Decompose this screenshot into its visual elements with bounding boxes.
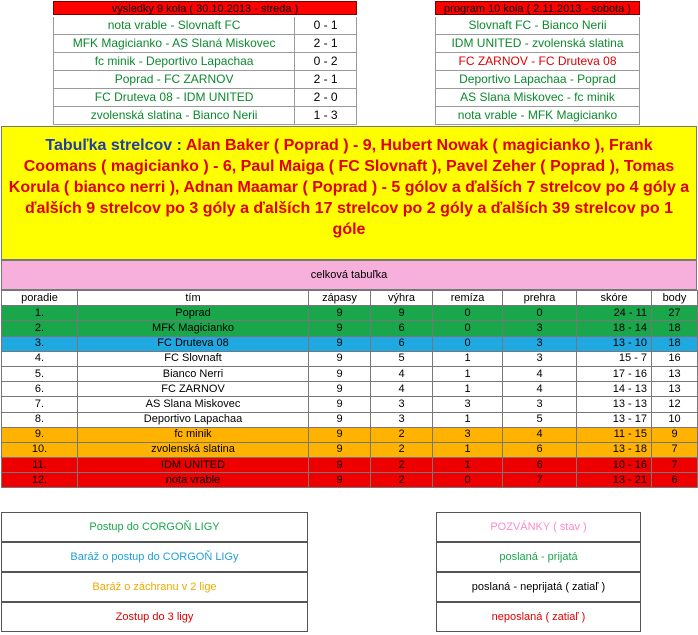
standing-score: 13 - 13 [577, 397, 652, 412]
standing-rank: 10. [2, 442, 78, 457]
standing-team: MFK Magicianko [78, 321, 309, 336]
standing-score: 24 - 11 [577, 306, 652, 321]
result-match: FC Druteva 08 - IDM UNITED [94, 90, 254, 104]
result-row [53, 53, 357, 71]
standing-played: 9 [309, 382, 371, 397]
standing-played: 9 [309, 427, 371, 442]
standing-won: 4 [371, 366, 433, 381]
standing-won: 6 [371, 336, 433, 351]
standing-rank: 5. [2, 366, 78, 381]
standings-table [1, 290, 698, 488]
program-row: Deportivo Lapachaa - Poprad [435, 71, 640, 89]
col-header-won: výhra [371, 291, 433, 306]
standing-won: 2 [371, 473, 433, 488]
standing-team: nota vrable [78, 473, 309, 488]
standing-lost: 6 [503, 442, 577, 457]
col-header-score: skóre [577, 291, 652, 306]
standing-score: 15 - 7 [577, 351, 652, 366]
result-match: nota vrable - Slovnaft FC [107, 18, 241, 32]
standing-draw: 0 [433, 306, 503, 321]
top-scorers-label: Tabuľka strelcov : [45, 137, 182, 154]
standing-points: 9 [652, 427, 698, 442]
legend-invitation-item: poslaná - prijatá [436, 542, 641, 572]
col-header-rank: poradie [2, 291, 78, 306]
standing-lost: 4 [503, 382, 577, 397]
standing-draw: 3 [433, 427, 503, 442]
result-score: 0 - 2 [294, 53, 356, 70]
col-header-points: body [652, 291, 698, 306]
table-row [2, 397, 698, 412]
result-score: 1 - 3 [294, 107, 356, 124]
standing-lost: 3 [503, 336, 577, 351]
standing-won: 3 [371, 412, 433, 427]
standing-rank: 2. [2, 321, 78, 336]
result-row [53, 71, 357, 89]
standing-lost: 4 [503, 366, 577, 381]
standing-lost: 3 [503, 351, 577, 366]
standing-points: 7 [652, 442, 698, 457]
standing-points: 10 [652, 412, 698, 427]
standing-lost: 4 [503, 427, 577, 442]
standing-draw: 0 [433, 321, 503, 336]
matchday-panel [0, 0, 698, 126]
top-scorers-text: Alan Baker ( Poprad ) - 9, Hubert Nowak ( magicianko ), Frank Coomans ( magicianko ) - 6, Paul Maiga ( FC Slovnaft ), Pavel Zeher ( Poprad ), Tomas Korula ( bianco nerri ), Adnan Maamar ( Poprad ) - 5 gólov a ďalších 7 strelcov po 4 góly a ďalších 9 strelcov po 3 góly a ďalších 17 strelcov po 2 góly a ďalších 39 strelcov po 1 góle [8, 137, 690, 238]
table-row [2, 306, 698, 321]
standing-team: Poprad [78, 306, 309, 321]
standing-score: 13 - 18 [577, 442, 652, 457]
result-row [53, 107, 357, 125]
standing-points: 12 [652, 397, 698, 412]
standing-score: 18 - 14 [577, 321, 652, 336]
standing-draw: 1 [433, 366, 503, 381]
standing-team: AS Slana Miskovec [78, 397, 309, 412]
result-score: 2 - 0 [294, 89, 356, 106]
legend-invitation-item: poslaná - neprijatá ( zatiaľ ) [436, 572, 641, 602]
standing-draw: 1 [433, 382, 503, 397]
standings-title: celková tabuľka [1, 260, 697, 290]
standing-rank: 6. [2, 382, 78, 397]
standing-played: 9 [309, 306, 371, 321]
standing-lost: 5 [503, 412, 577, 427]
standing-rank: 4. [2, 351, 78, 366]
standing-played: 9 [309, 458, 371, 473]
standing-rank: 11. [2, 458, 78, 473]
program-row: nota vrable - MFK Magicianko [435, 107, 640, 125]
standing-team: fc minik [78, 427, 309, 442]
result-score: 0 - 1 [294, 17, 356, 34]
program-row: IDM UNITED - zvolenská slatina [435, 35, 640, 53]
standing-points: 7 [652, 458, 698, 473]
standing-team: Deportivo Lapachaa [78, 412, 309, 427]
standing-played: 9 [309, 351, 371, 366]
standing-lost: 0 [503, 306, 577, 321]
standing-points: 13 [652, 366, 698, 381]
standing-rank: 7. [2, 397, 78, 412]
standing-lost: 7 [503, 473, 577, 488]
col-header-team: tím [78, 291, 309, 306]
standing-won: 2 [371, 458, 433, 473]
result-row [53, 89, 357, 107]
legend-zone-item: Baráž o záchranu v 2 lige [1, 572, 308, 602]
standing-points: 18 [652, 336, 698, 351]
standing-won: 9 [371, 306, 433, 321]
results-header: výsledky 9 kola ( 30.10.2013 - streda ) [53, 1, 357, 15]
standing-team: FC Druteva 08 [78, 336, 309, 351]
standing-score: 13 - 10 [577, 336, 652, 351]
standing-draw: 1 [433, 412, 503, 427]
result-score: 2 - 1 [294, 71, 356, 88]
standing-points: 6 [652, 473, 698, 488]
standing-rank: 12. [2, 473, 78, 488]
standing-team: FC Slovnaft [78, 351, 309, 366]
standing-draw: 1 [433, 442, 503, 457]
standing-draw: 1 [433, 351, 503, 366]
result-score: 2 - 1 [294, 35, 356, 52]
standing-played: 9 [309, 442, 371, 457]
table-row [2, 351, 698, 366]
standing-won: 5 [371, 351, 433, 366]
blank-area [641, 508, 698, 635]
standing-draw: 0 [433, 336, 503, 351]
standing-played: 9 [309, 473, 371, 488]
result-row [53, 17, 357, 35]
standing-lost: 3 [503, 321, 577, 336]
result-row [53, 35, 357, 53]
legend-invitation-item: POZVÁNKY ( stav ) [436, 512, 641, 542]
table-row [2, 382, 698, 397]
table-row [2, 321, 698, 336]
program-row: FC ZARNOV - FC Druteva 08 [435, 53, 640, 71]
table-row [2, 366, 698, 381]
standings-header-row [2, 291, 698, 306]
standing-team: IDM UNITED [78, 458, 309, 473]
standing-played: 9 [309, 366, 371, 381]
standing-team: zvolenská slatina [78, 442, 309, 457]
program-header: program 10 kola ( 2.11.2013 - sobota ) [435, 1, 640, 15]
standing-played: 9 [309, 336, 371, 351]
standing-draw: 1 [433, 458, 503, 473]
table-row [2, 442, 698, 457]
standing-rank: 1. [2, 306, 78, 321]
table-row [2, 458, 698, 473]
col-header-played: zápasy [309, 291, 371, 306]
standing-score: 14 - 13 [577, 382, 652, 397]
legend-invitation-item: neposlaná ( zatiaľ ) [436, 602, 641, 632]
standing-won: 2 [371, 442, 433, 457]
program-row: AS Slana Miskovec - fc minik [435, 89, 640, 107]
standing-won: 3 [371, 397, 433, 412]
standing-points: 27 [652, 306, 698, 321]
standing-rank: 9. [2, 427, 78, 442]
standing-played: 9 [309, 412, 371, 427]
col-header-draw: remíza [433, 291, 503, 306]
standing-won: 4 [371, 382, 433, 397]
legend-zone-item: Postup do CORGOŇ LIGY [1, 512, 308, 542]
standing-score: 10 - 16 [577, 458, 652, 473]
table-row [2, 473, 698, 488]
standing-draw: 3 [433, 397, 503, 412]
standing-won: 2 [371, 427, 433, 442]
standing-team: FC ZARNOV [78, 382, 309, 397]
standing-points: 18 [652, 321, 698, 336]
legend-zone-item: Baráž o postup do CORGOŇ LIGy [1, 542, 308, 572]
standing-team: Bianco Nerri [78, 366, 309, 381]
standing-score: 17 - 16 [577, 366, 652, 381]
standing-played: 9 [309, 321, 371, 336]
standing-points: 13 [652, 382, 698, 397]
top-scorers-box [1, 126, 697, 260]
standing-played: 9 [309, 397, 371, 412]
table-row [2, 412, 698, 427]
col-header-lost: prehra [503, 291, 577, 306]
result-match: zvolenská slatina - Bianco Nerii [90, 108, 258, 122]
result-match: Poprad - FC ZARNOV [114, 72, 234, 86]
standing-rank: 8. [2, 412, 78, 427]
table-row [2, 336, 698, 351]
table-row [2, 427, 698, 442]
result-match: fc minik - Deportivo Lapachaa [94, 54, 254, 68]
standing-points: 16 [652, 351, 698, 366]
standing-rank: 3. [2, 336, 78, 351]
legend-zone-item: Zostup do 3 ligy [1, 602, 308, 632]
standing-draw: 0 [433, 473, 503, 488]
result-match: MFK Magicianko - AS Slaná Miskovec [72, 36, 276, 50]
standing-won: 6 [371, 321, 433, 336]
standing-score: 13 - 21 [577, 473, 652, 488]
standing-lost: 3 [503, 397, 577, 412]
standing-score: 13 - 17 [577, 412, 652, 427]
standing-lost: 6 [503, 458, 577, 473]
program-row: Slovnaft FC - Bianco Nerii [435, 17, 640, 35]
standing-score: 11 - 15 [577, 427, 652, 442]
